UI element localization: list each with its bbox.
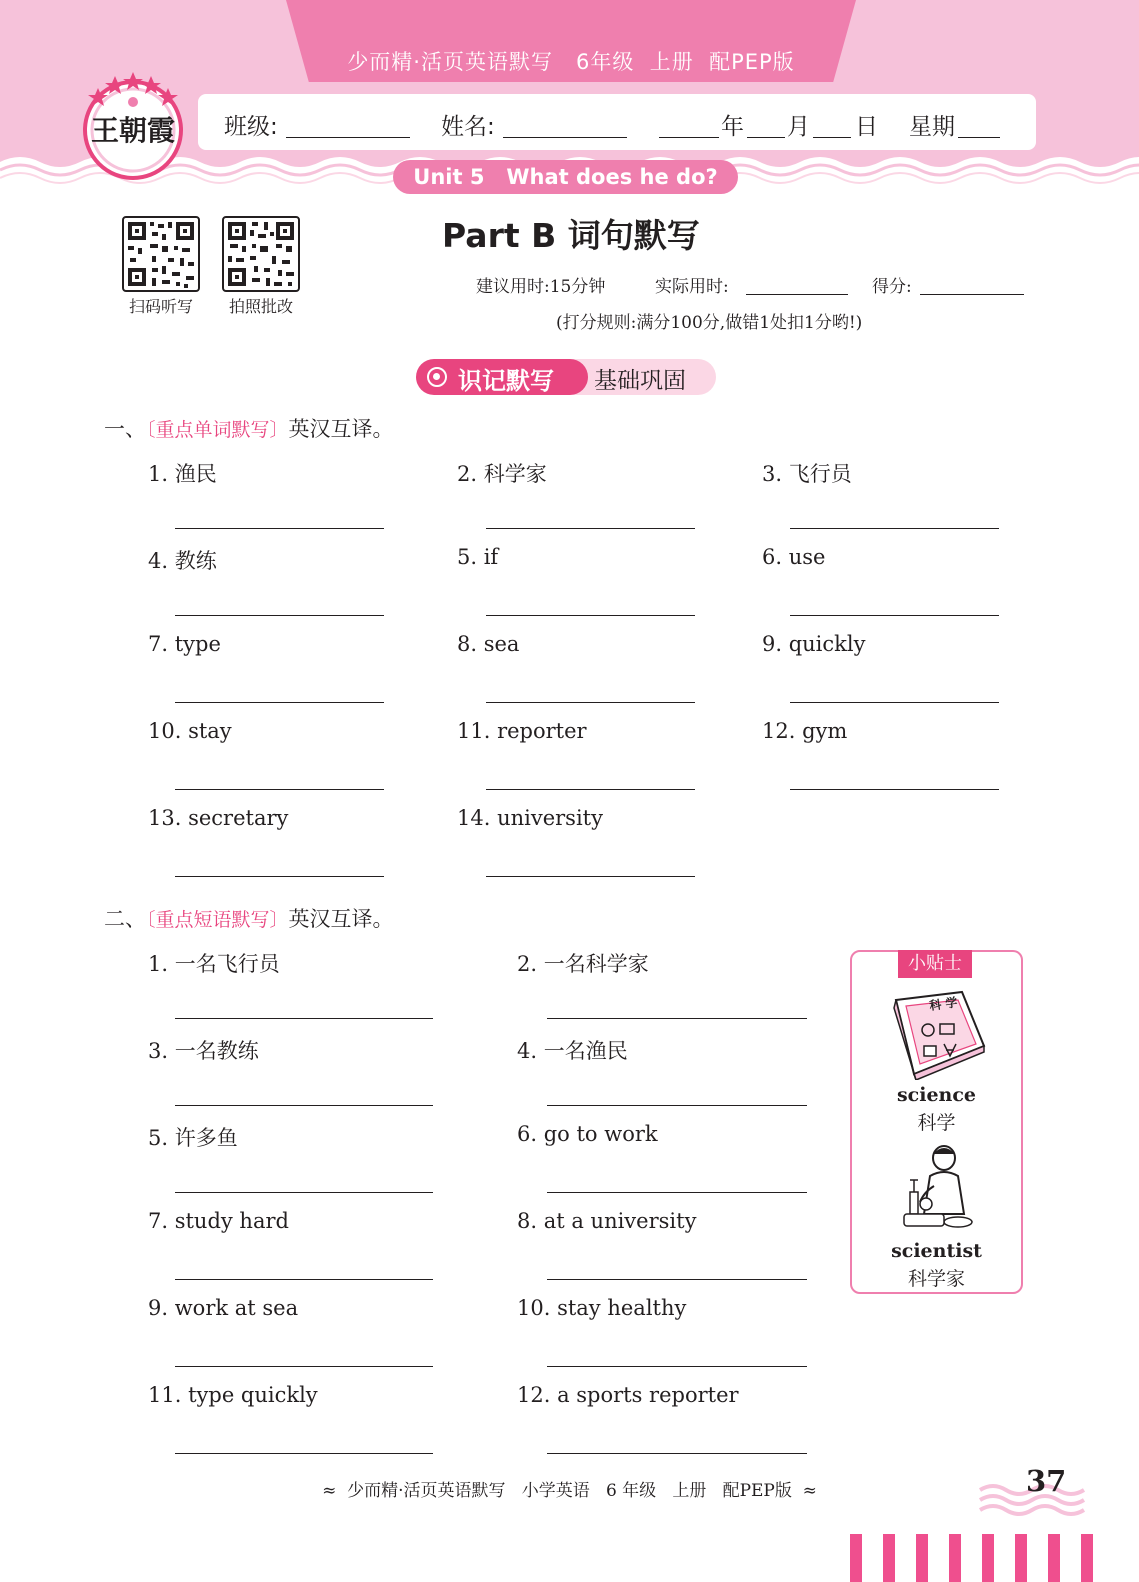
- series-title: 少而精·活页英语默写 6年级 上册 配PEP版: [347, 50, 795, 74]
- section1-number: 一、: [104, 417, 146, 441]
- footer-stripe: [949, 1534, 961, 1582]
- s1-answer-12[interactable]: [790, 789, 999, 790]
- s2-answer-2[interactable]: [547, 1018, 807, 1019]
- section1-tag: 〔重点单词默写〕: [146, 419, 289, 441]
- banner-left-text: 识记默写: [458, 367, 554, 395]
- s1-answer-3[interactable]: [790, 528, 999, 529]
- s2-answer-6[interactable]: [547, 1192, 807, 1193]
- section-banner: [416, 359, 718, 395]
- s2-answer-4[interactable]: [547, 1105, 807, 1106]
- s1-item-1: 1. 渔民: [148, 462, 217, 486]
- footer-stripe: [850, 1534, 862, 1582]
- s1-item-6: 6. use: [762, 545, 826, 569]
- s2-answer-10[interactable]: [547, 1366, 807, 1367]
- s2-item-5: 5. 许多鱼: [148, 1126, 238, 1150]
- tip-meaning-science: 科学: [917, 1112, 956, 1134]
- listen-qr-icon[interactable]: [122, 216, 200, 292]
- s2-item-11: 11. type quickly: [148, 1383, 318, 1407]
- s2-item-3: 3. 一名教练: [148, 1039, 259, 1063]
- s2-item-2: 2. 一名科学家: [517, 952, 649, 976]
- s2-answer-8[interactable]: [547, 1279, 807, 1280]
- s1-item-8: 8. sea: [457, 632, 520, 656]
- year-label: 年: [721, 114, 744, 140]
- s2-item-7: 7. study hard: [148, 1209, 289, 1233]
- scoring-rule: (打分规则:满分100分,做错1处扣1分哟!): [556, 313, 863, 333]
- section2-tag: 〔重点短语默写〕: [146, 909, 289, 931]
- tip-word-scientist: scientist: [891, 1240, 982, 1262]
- unit-title: Unit 5 What does he do?: [393, 160, 738, 194]
- s1-item-9: 9. quickly: [762, 632, 866, 656]
- listen-qr-caption: 扫码听写: [128, 297, 193, 316]
- s2-item-8: 8. at a university: [517, 1209, 697, 1233]
- footer-stripe: [883, 1534, 895, 1582]
- s2-answer-12[interactable]: [547, 1453, 807, 1454]
- svg-text:科 学: 科 学: [928, 995, 959, 1013]
- section2-number: 二、: [104, 907, 146, 931]
- actual-time-field[interactable]: [746, 294, 848, 295]
- footer-stripe: [982, 1534, 994, 1582]
- weekday-field[interactable]: [958, 137, 1000, 138]
- footer-stripe: [1048, 1534, 1060, 1582]
- brand-logo: [78, 68, 188, 180]
- s1-answer-6[interactable]: [790, 615, 999, 616]
- banner-right-text: 基础巩固: [594, 368, 686, 394]
- day-label: 日: [855, 114, 878, 140]
- s2-item-1: 1. 一名飞行员: [148, 952, 280, 976]
- month-field[interactable]: [747, 137, 785, 138]
- s1-item-4: 4. 教练: [148, 549, 217, 573]
- s2-answer-3[interactable]: [175, 1105, 433, 1106]
- science-book-icon: [884, 988, 988, 1080]
- footer-stripe: [1015, 1534, 1027, 1582]
- s1-answer-5[interactable]: [486, 615, 695, 616]
- section1-heading: [104, 413, 394, 443]
- footer-stripe: [916, 1534, 928, 1582]
- score-label: 得分:: [872, 277, 912, 297]
- s2-answer-9[interactable]: [175, 1366, 433, 1367]
- s1-answer-9[interactable]: [790, 702, 999, 703]
- page-title: Part B 词句默写: [442, 216, 700, 255]
- s2-answer-5[interactable]: [175, 1192, 433, 1193]
- medal-icon: [427, 367, 447, 387]
- scientist-icon: [900, 1142, 976, 1238]
- s1-item-3: 3. 飞行员: [762, 462, 852, 486]
- s2-item-9: 9. work at sea: [148, 1296, 299, 1320]
- tip-meaning-scientist: 科学家: [907, 1268, 965, 1290]
- section2-instruction: 英汉互译。: [288, 907, 394, 931]
- s2-item-12: 12. a sports reporter: [517, 1383, 739, 1407]
- s1-answer-11[interactable]: [486, 789, 695, 790]
- s2-item-6: 6. go to work: [517, 1122, 658, 1146]
- tip-label: 小贴士: [898, 950, 972, 978]
- s1-answer-14[interactable]: [486, 876, 695, 877]
- actual-time-label: 实际用时:: [655, 277, 729, 297]
- s1-answer-4[interactable]: [175, 615, 384, 616]
- year-field[interactable]: [659, 137, 719, 138]
- name-field[interactable]: [503, 137, 627, 138]
- photo-qr-caption: 拍照批改: [228, 297, 293, 316]
- s1-item-11: 11. reporter: [457, 719, 587, 743]
- s1-answer-10[interactable]: [175, 789, 384, 790]
- weekday-label: 星期: [909, 114, 955, 140]
- s1-item-2: 2. 科学家: [457, 462, 547, 486]
- s1-answer-8[interactable]: [486, 702, 695, 703]
- name-label: 姓名:: [441, 114, 495, 140]
- s2-answer-11[interactable]: [175, 1453, 433, 1454]
- s1-answer-7[interactable]: [175, 702, 384, 703]
- s1-item-7: 7. type: [148, 632, 221, 656]
- photo-qr-icon[interactable]: [222, 216, 300, 292]
- s1-item-14: 14. university: [457, 806, 603, 830]
- s2-answer-7[interactable]: [175, 1279, 433, 1280]
- s1-answer-2[interactable]: [486, 528, 695, 529]
- s1-answer-1[interactable]: [175, 528, 384, 529]
- class-field[interactable]: [286, 137, 410, 138]
- score-field[interactable]: [920, 294, 1024, 295]
- banner-left-bg: [416, 359, 588, 395]
- s2-item-10: 10. stay healthy: [517, 1296, 687, 1320]
- class-label: 班级:: [224, 114, 278, 140]
- s1-answer-13[interactable]: [175, 876, 384, 877]
- suggested-time: 建议用时:15分钟: [476, 277, 606, 297]
- section2-heading: [104, 903, 394, 933]
- footer-text: ≈ 少而精·活页英语默写 小学英语 6 年级 上册 配PEP版 ≈: [322, 1481, 817, 1501]
- s2-item-4: 4. 一名渔民: [517, 1039, 628, 1063]
- s2-answer-1[interactable]: [175, 1018, 433, 1019]
- section1-instruction: 英汉互译。: [288, 417, 394, 441]
- page-number: 37: [1026, 1464, 1067, 1498]
- s1-item-13: 13. secretary: [148, 806, 289, 830]
- s1-item-10: 10. stay: [148, 719, 232, 743]
- s1-item-5: 5. if: [457, 545, 499, 569]
- month-label: 月: [787, 114, 810, 140]
- tip-word-science: science: [896, 1084, 977, 1106]
- footer-stripe: [1081, 1534, 1093, 1582]
- svg-text:王朝霞: 王朝霞: [90, 114, 176, 147]
- s1-item-12: 12. gym: [762, 719, 848, 743]
- day-field[interactable]: [813, 137, 851, 138]
